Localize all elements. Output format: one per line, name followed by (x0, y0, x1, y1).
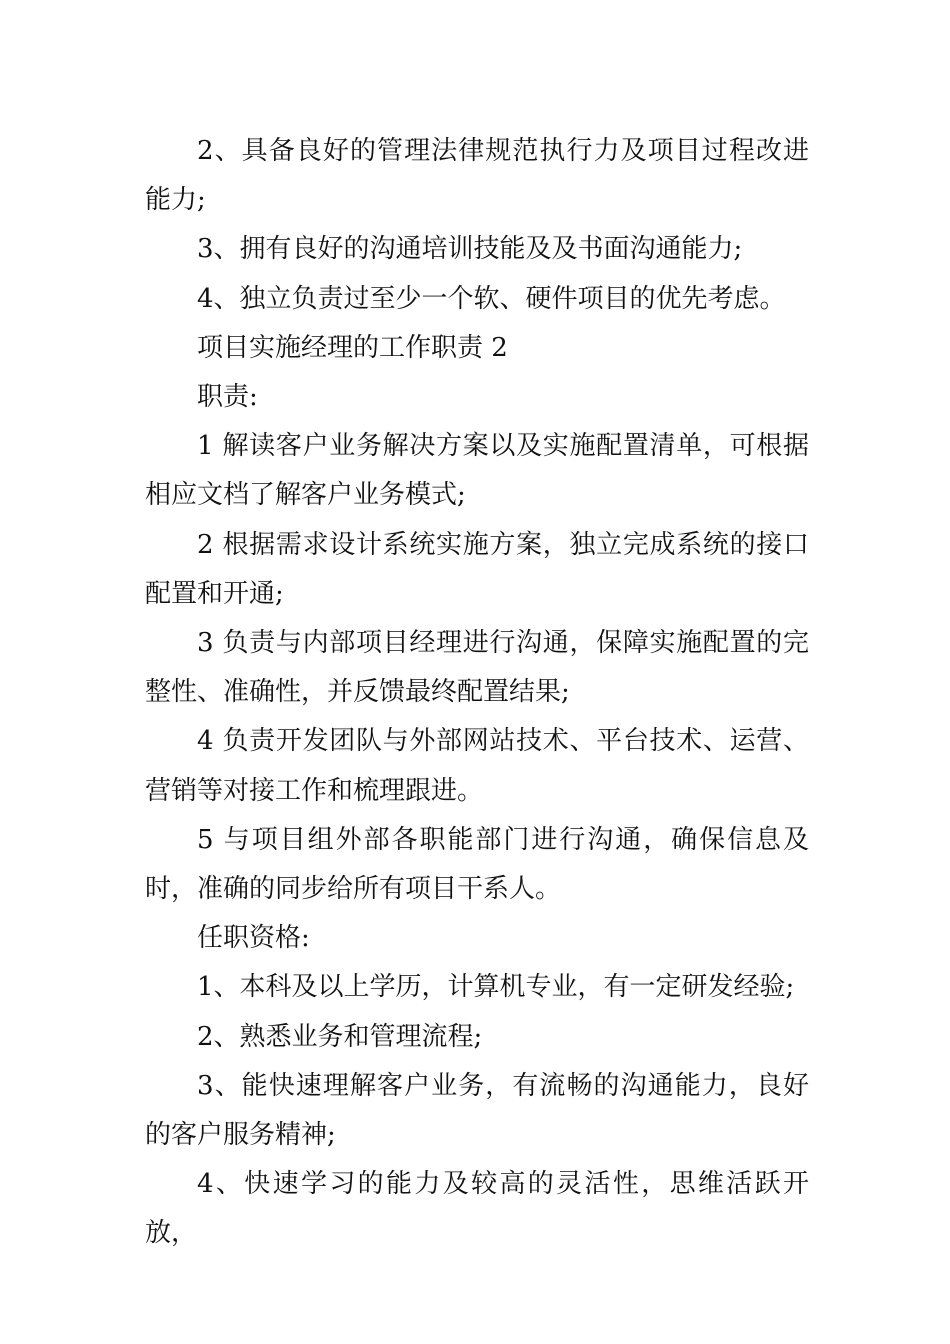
section-label: 职责: (197, 382, 258, 413)
paragraph: 2、熟悉业务和管理流程; (197, 1021, 483, 1052)
paragraph: 2、具备良好的管理法律规范执行力及项目过程改进能力; (145, 136, 809, 216)
paragraph: 3、能快速理解客户业务，有流畅的沟通能力，良好的客户服务精神; (145, 1070, 809, 1151)
paragraph: 1、本科及以上学历，计算机专业，有一定研发经验; (197, 972, 795, 1003)
paragraph: 4、快速学习的能力及较高的灵活性，思维活跃开放， (145, 1169, 809, 1249)
paragraph: 5 与项目组外部各职能部门进行沟通，确保信息及时，准确的同步给所有项目干系人。 (145, 824, 809, 905)
paragraph: 2 根据需求设计系统实施方案，独立完成系统的接口配置和开通; (145, 529, 809, 609)
paragraph: 3、拥有良好的沟通培训技能及及书面沟通能力; (197, 234, 743, 265)
paragraph: 4、独立负责过至少一个软、硬件项目的优先考虑。 (197, 283, 786, 314)
section-label: 任职资格: (197, 923, 310, 954)
document-body (145, 127, 809, 1259)
paragraph: 1 解读客户业务解决方案以及实施配置清单，可根据相应文档了解客户业务模式; (145, 431, 809, 511)
paragraph: 3 负责与内部项目经理进行沟通，保障实施配置的完整性、准确性，并反馈最终配置结果; (145, 628, 809, 708)
section-heading: 项目实施经理的工作职责 2 (197, 332, 508, 363)
paragraph: 4 负责开发团队与外部网站技术、平台技术、运营、营销等对接工作和梳理跟进。 (145, 726, 809, 806)
